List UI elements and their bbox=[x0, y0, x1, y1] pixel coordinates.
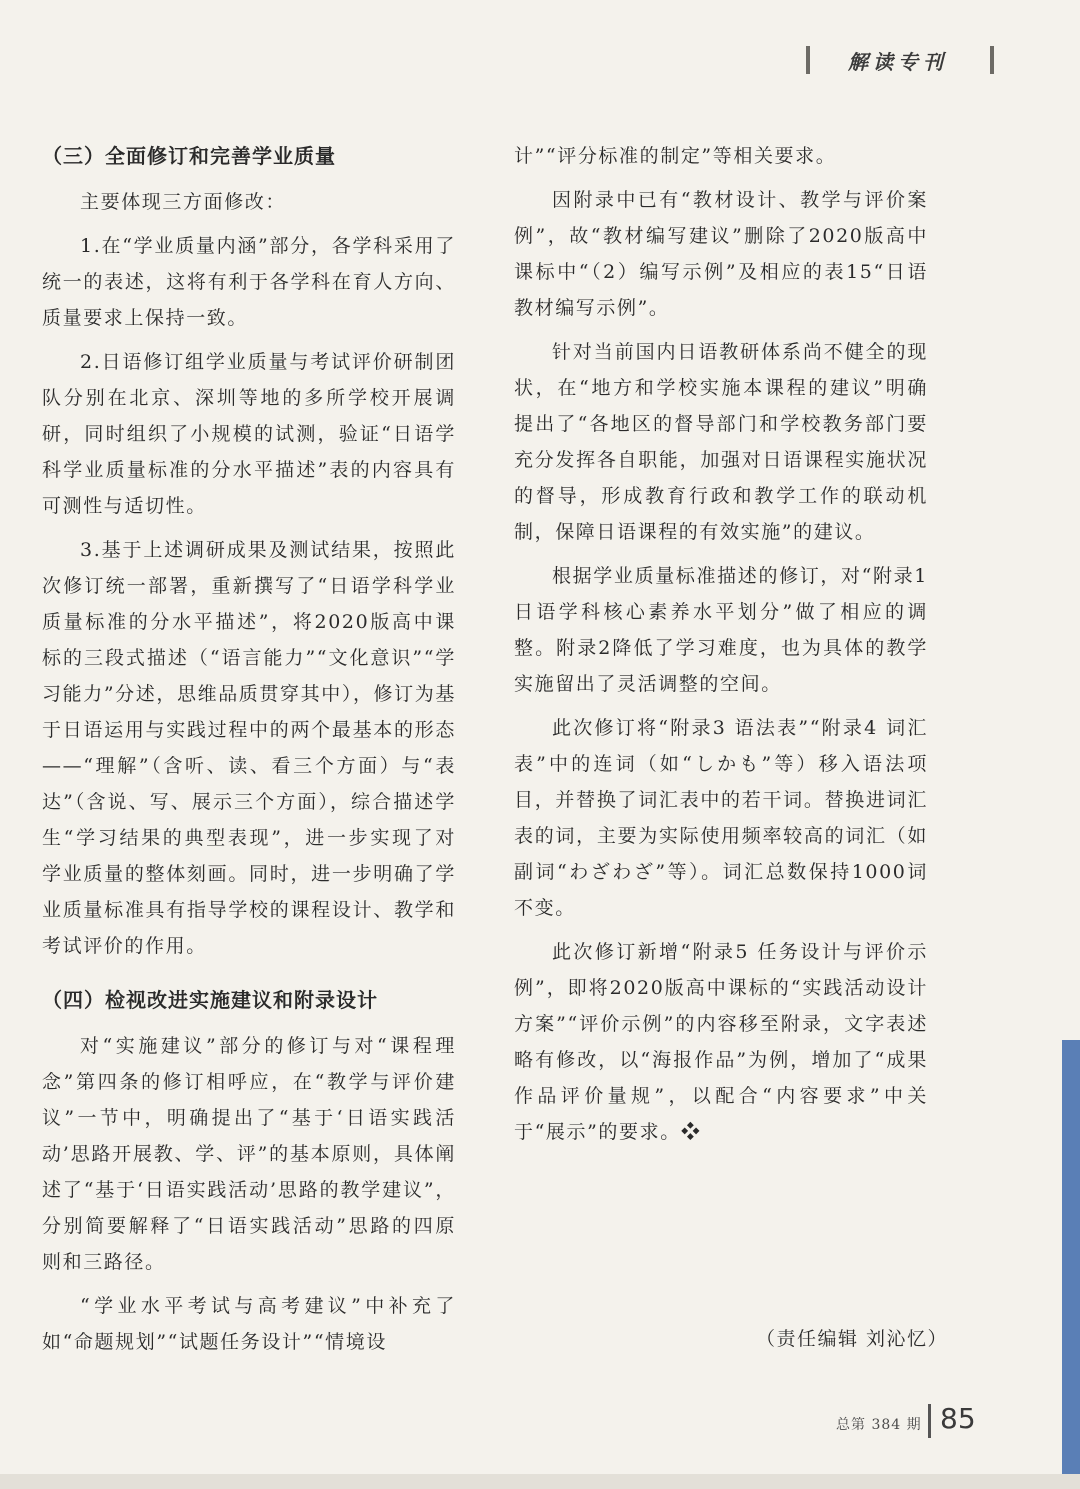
page-edge-strip bbox=[1062, 1040, 1080, 1480]
page-number: 85 bbox=[940, 1402, 976, 1435]
header-rule-left bbox=[806, 46, 810, 74]
paragraph: “学业水平考试与高考建议”中补充了如“命题规划”“试题任务设计”“情境设 bbox=[42, 1295, 456, 1353]
section-heading-3: （三）全面修订和完善学业质量 bbox=[42, 144, 336, 168]
right-column bbox=[514, 138, 928, 1158]
paragraph: 此次修订将“附录3 语法表”“附录4 词汇表”中的连词（如“しかも”等）移入语法项目，并替换了词汇表中的若干词。替换进词汇表的词，主要为实际使用频率较高的词汇（如副词“わざわざ”等）。词汇总数保持1000词不变。 bbox=[514, 717, 928, 919]
paragraph: 1.在“学业质量内涵”部分，各学科采用了统一的表述，这将有利于各学科在育人方向、质量要求上保持一致。 bbox=[42, 235, 456, 329]
responsible-editor: （责任编辑 刘沁忆） bbox=[756, 1328, 949, 1350]
section-title: 解读专刊 bbox=[848, 50, 948, 74]
footer-divider bbox=[928, 1404, 931, 1438]
paragraph: 因附录中已有“教材设计、教学与评价案例”，故“教材编写建议”删除了2020版高中课标中“（2）编写示例”及相应的表15“日语教材编写示例”。 bbox=[514, 189, 928, 319]
paragraph: 主要体现三方面修改： bbox=[80, 191, 287, 213]
paragraph: 对“实施建议”部分的修订与对“课程理念”第四条的修订相呼应，在“教学与评价建议”一节中，明确提出了“基于‘日语实践活动’思路开展教、学、评”的基本原则，具体阐述了“基于‘日语实践活动’思路的教学建议”，分别简要解释了“日语实践活动”思路的四原则和三路径。 bbox=[42, 1035, 456, 1273]
header-rule-right bbox=[990, 46, 994, 74]
section-heading-4: （四）检视改进实施建议和附录设计 bbox=[42, 988, 378, 1012]
paragraph: 此次修订新增“附录5 任务设计与评价示例”，即将2020版高中课标的“实践活动设计方案”“评价示例”的内容移至附录，文字表述略有修改，以“海报作品”为例，增加了“成果作品评价量规”，以配合“内容要求”中关于“展示”的要求。❖ bbox=[514, 941, 928, 1143]
paragraph: 根据学业质量标准描述的修订，对“附录1 日语学科核心素养水平划分”做了相应的调整。附录2降低了学习难度，也为具体的教学实施留出了灵活调整的空间。 bbox=[514, 565, 928, 695]
paragraph: 3.基于上述调研成果及测试结果，按照此次修订统一部署，重新撰写了“日语学科学业质量标准的分水平描述”，将2020版高中课标的三段式描述（“语言能力”“文化意识”“学习能力”分述，思维品质贯穿其中），修订为基于日语运用与实践过程中的两个最基本的形态——“理解”（含听、读、看三个方面）与“表达”（含说、写、展示三个方面），综合描述学生“学习结果的典型表现”，进一步实现了对学业质量的整体刻画。同时，进一步明确了学业质量标准具有指导学校的课程设计、教学和考试评价的作用。 bbox=[42, 539, 456, 957]
scan-bottom-edge bbox=[0, 1474, 1080, 1489]
paragraph: 针对当前国内日语教研体系尚不健全的现状，在“地方和学校实施本课程的建议”明确提出了“各地区的督导部门和学校教务部门要充分发挥各自职能，加强对日语课程实施状况的督导，形成教育行政和教学工作的联动机制，保障日语课程的有效实施”的建议。 bbox=[514, 341, 928, 543]
paragraph: 2.日语修订组学业质量与考试评价研制团队分别在北京、深圳等地的多所学校开展调研，同时组织了小规模的试测，验证“日语学科学业质量标准的分水平描述”表的内容具有可测性与适切性。 bbox=[42, 351, 456, 517]
paragraph-continuation: 计”“评分标准的制定”等相关要求。 bbox=[514, 145, 837, 167]
left-column bbox=[42, 138, 456, 1368]
issue-number: 总第 384 期 bbox=[836, 1417, 922, 1433]
